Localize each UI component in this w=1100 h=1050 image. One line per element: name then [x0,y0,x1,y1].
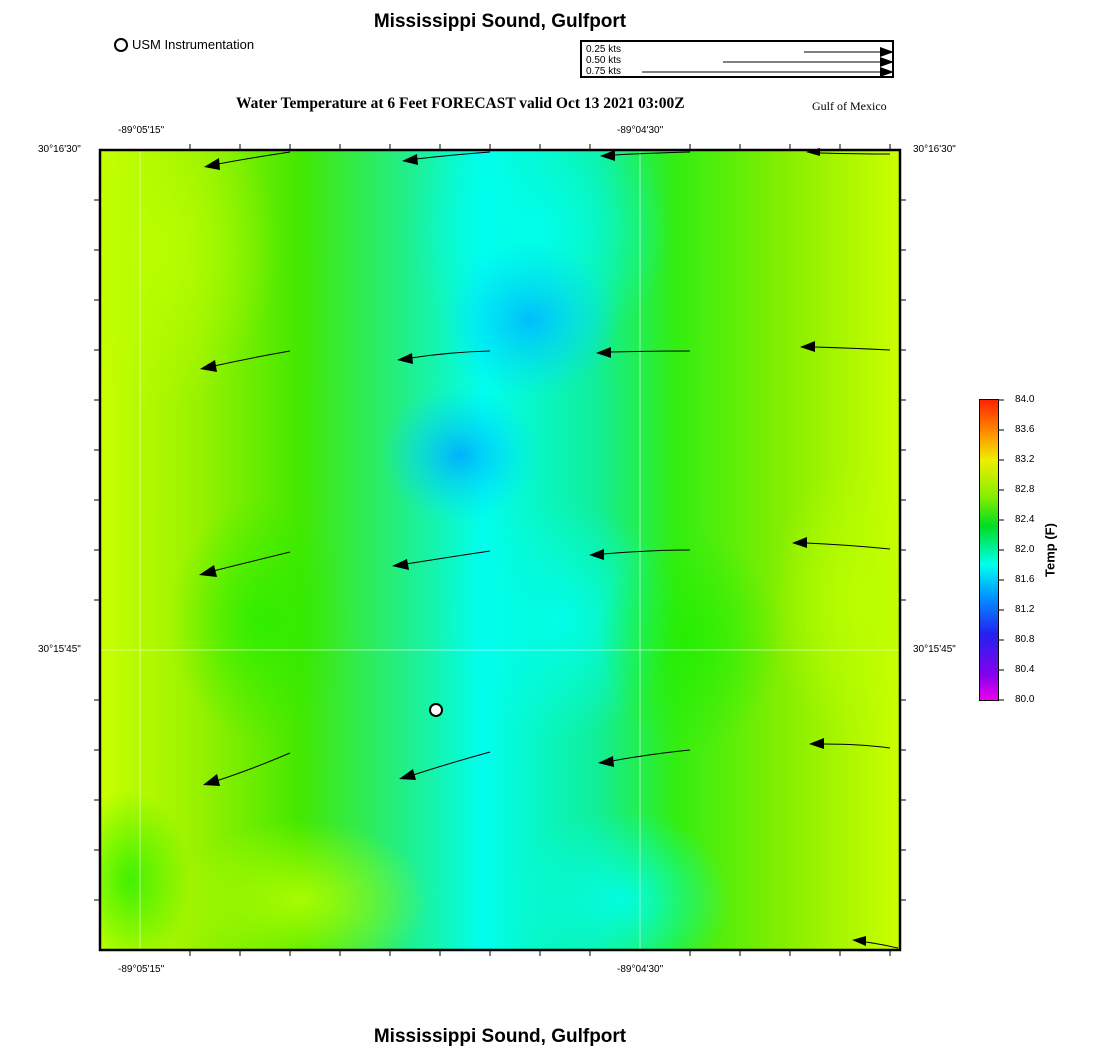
colorbar-tick-label: 82.4 [1015,514,1035,525]
region-label: Gulf of Mexico [812,99,887,113]
lon-label-bottom: -89°04'30" [617,964,664,975]
station-marker [430,704,442,716]
station-legend-label: USM Instrumentation [132,37,255,52]
colorbar-tick-label: 81.2 [1015,604,1035,615]
colorbar-tick-label: 80.8 [1015,634,1035,645]
temperature-field [40,90,950,990]
map-subtitle: Water Temperature at 6 Feet FORECAST valid Oct 13 2021 03:00Z [236,95,685,112]
speed-key-label: 0.75 kts [586,66,622,77]
map-footer-title: Mississippi Sound, Gulfport [373,1026,627,1047]
colorbar-tick-label: 83.6 [1015,424,1035,435]
colorbar-tick-label: 82.8 [1015,484,1035,495]
speed-key-label: 0.50 kts [586,55,622,66]
map-title: Mississippi Sound, Gulfport [373,11,627,32]
lat-label-right: 30°16'30" [913,144,956,155]
colorbar-tick-label: 80.0 [1015,694,1035,705]
lon-label-top: -89°05'15" [118,125,165,136]
colorbar-title: Temp (F) [1042,523,1058,577]
lat-label-right: 30°15'45" [913,644,956,655]
lat-label-left: 30°16'30" [38,144,81,155]
lon-label-top: -89°04'30" [617,125,664,136]
colorbar-tick-label: 80.4 [1015,664,1035,675]
colorbar-tick-label: 83.2 [1015,454,1035,465]
colorbar [979,399,999,701]
colorbar-tick-label: 84.0 [1015,394,1035,405]
lat-label-left: 30°15'45" [38,644,81,655]
colorbar-tick-label: 82.0 [1015,544,1035,555]
colorbar-tick-label: 81.6 [1015,574,1035,585]
lon-label-bottom: -89°05'15" [118,964,165,975]
speed-key-label: 0.25 kts [586,44,622,55]
